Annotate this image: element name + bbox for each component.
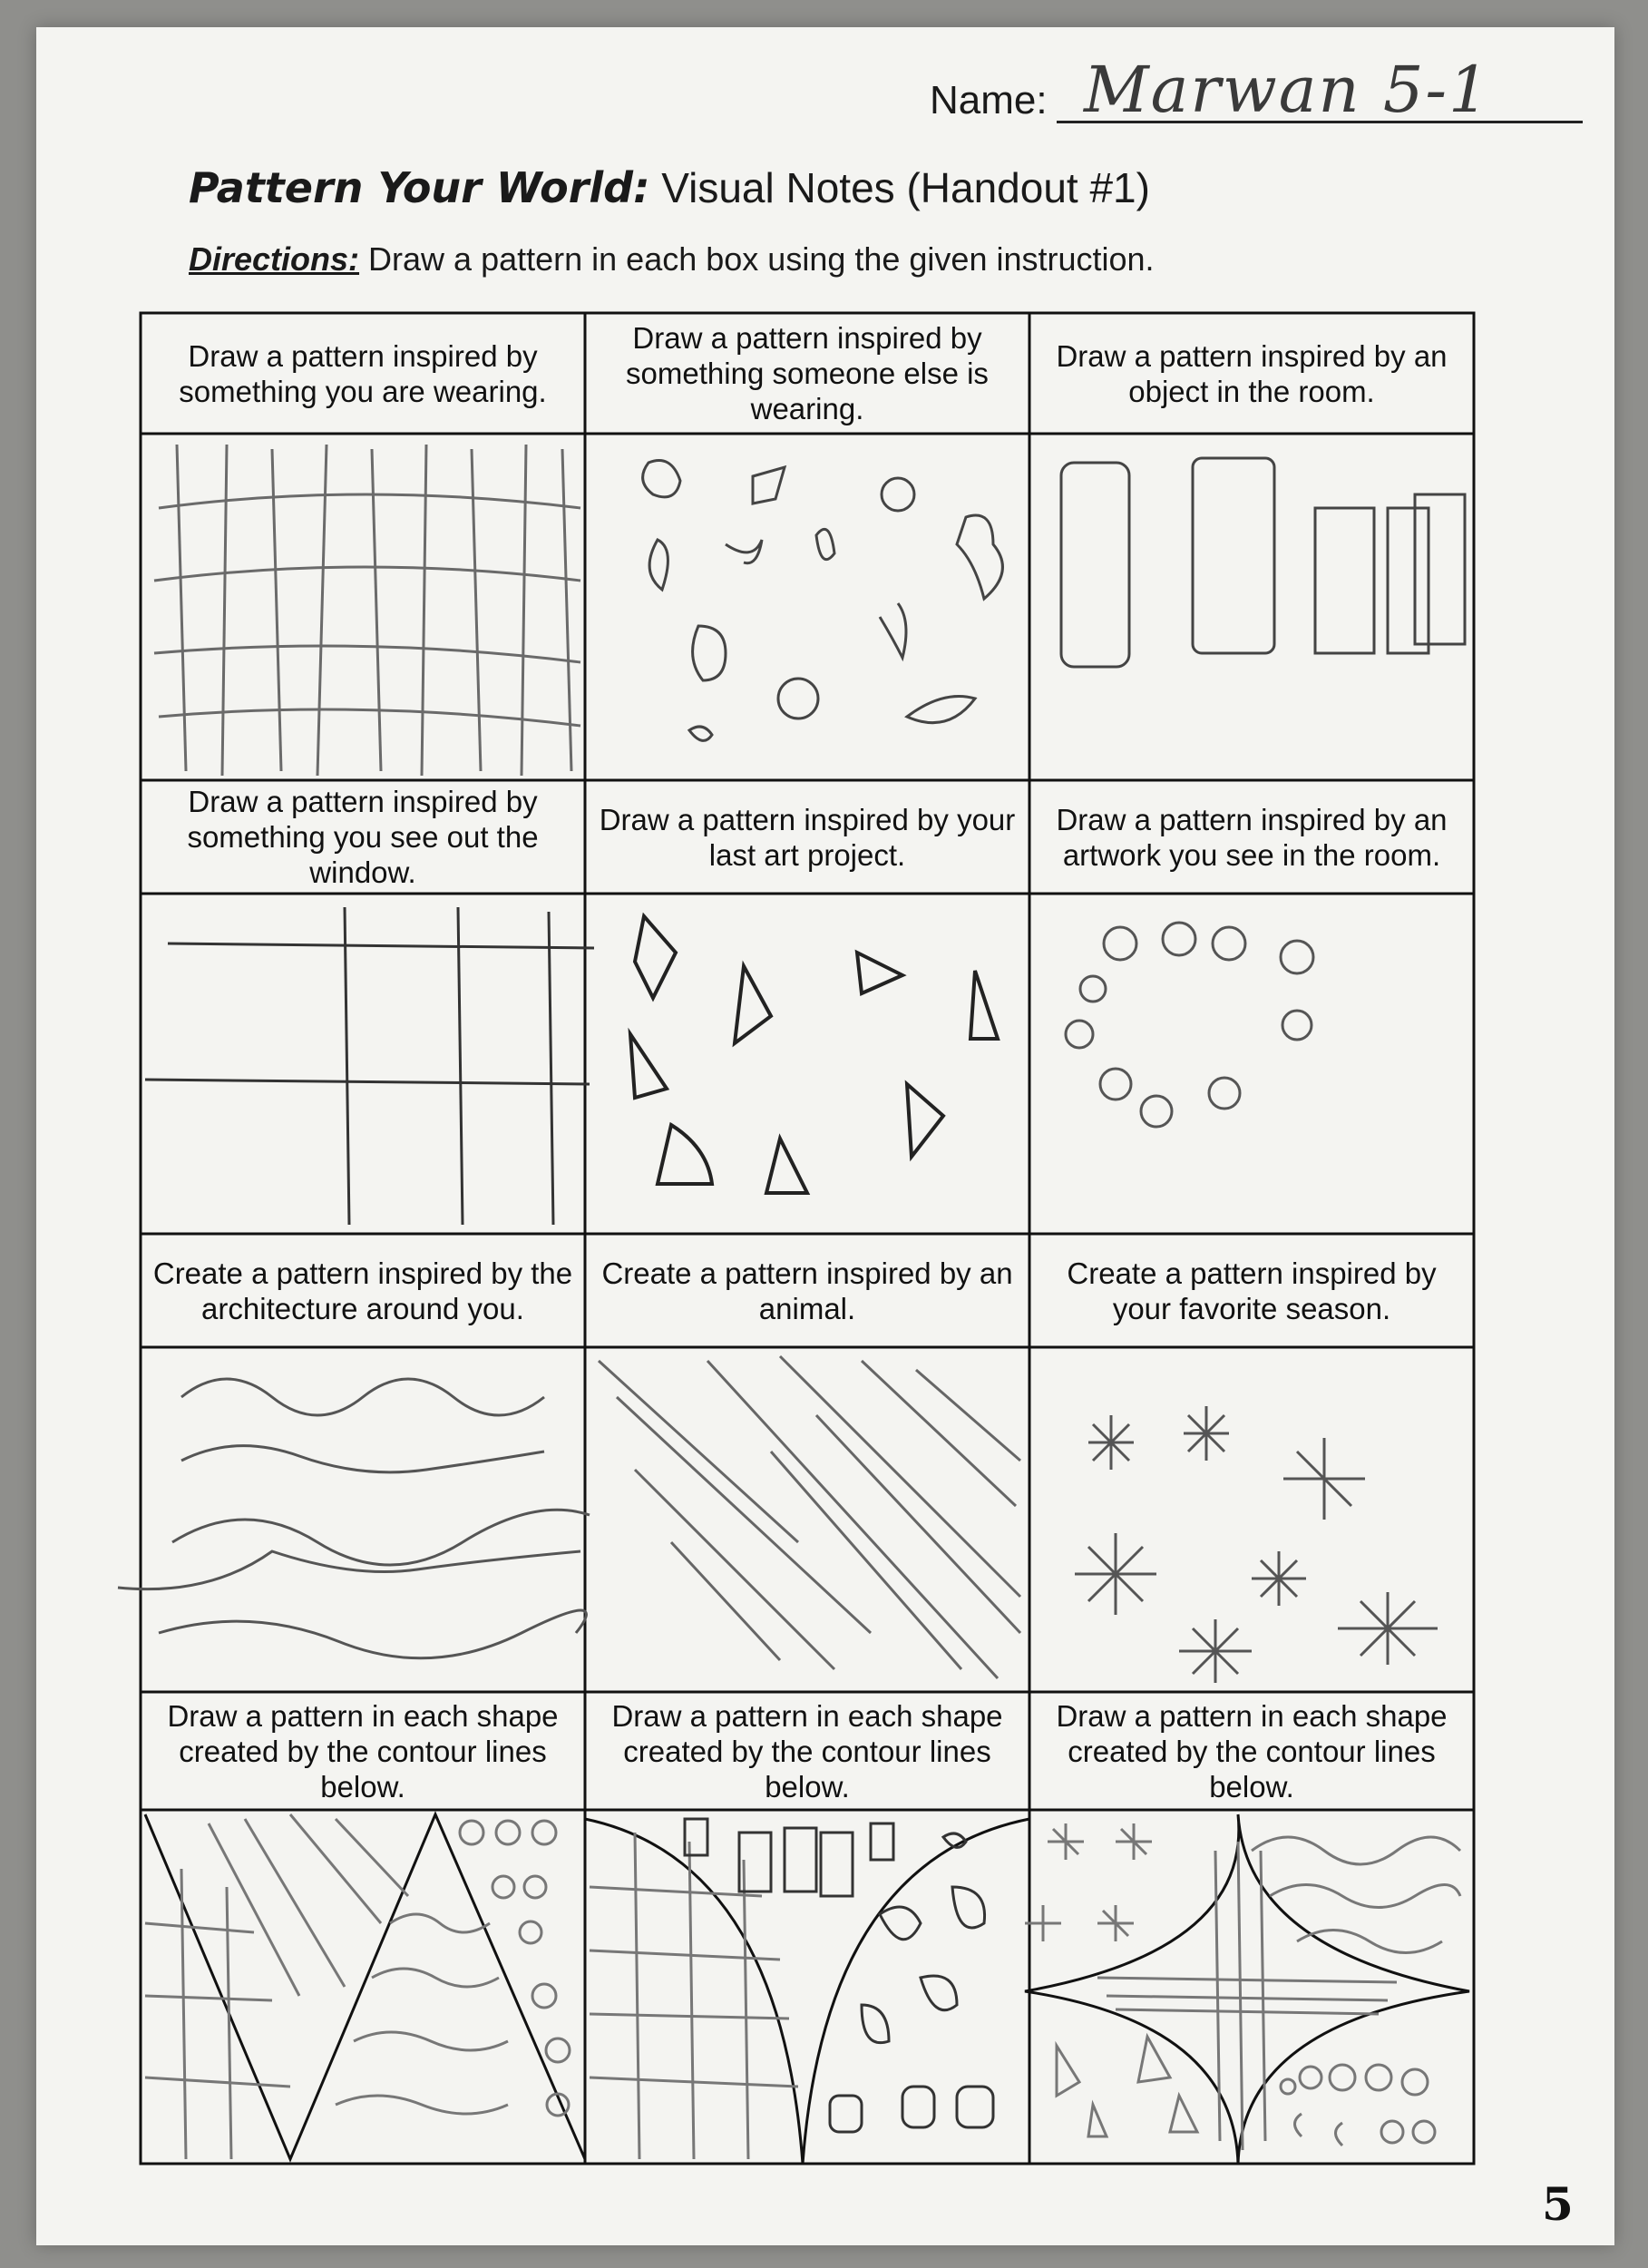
contour-2-fill <box>590 1833 798 2159</box>
drawing-snowflakes <box>1075 1406 1438 1683</box>
cell-label-contour-2: Draw a pattern in each shape created by the contour lines below. <box>611 1698 1003 1804</box>
drawing-circles <box>1066 923 1313 1127</box>
name-label: Name: <box>930 78 1048 122</box>
name-handwritten: Marwan 5-1 <box>1084 53 1491 127</box>
page-number: 5 <box>1542 2177 1574 2231</box>
drawing-waves <box>118 1379 590 1658</box>
drawing-triangles <box>630 916 998 1193</box>
cell-label-object-room: Draw a pattern inspired by an object in the room. <box>1056 338 1448 408</box>
cell-label-wearing: Draw a pattern inspired by something you are wearing. <box>179 338 547 408</box>
drawing-stripes-diagonal <box>599 1356 1020 1678</box>
title-rest: Visual Notes (Handout #1) <box>649 164 1150 211</box>
cell-label-last-art: Draw a pattern inspired by your last art project. <box>599 802 1016 872</box>
contour-1-fill <box>145 1814 570 2159</box>
cell-label-architecture: Create a pattern inspired by the architecture around you. <box>152 1256 573 1325</box>
title-brand: Pattern Your World: <box>189 163 650 212</box>
drawing-blobs <box>643 461 1003 741</box>
contour-lines-2 <box>585 1819 1029 2164</box>
drawing-window-grid <box>145 907 594 1225</box>
cell-label-artwork-room: Draw a pattern inspired by an artwork you see in the room. <box>1056 802 1448 872</box>
cell-label-someone-wearing: Draw a pattern inspired by something someone else is wearing. <box>626 321 989 425</box>
cell-label-season: Create a pattern inspired by your favorite season. <box>1067 1256 1437 1325</box>
directions-lead: Directions: <box>189 240 360 278</box>
drawing-clothing-stripes <box>154 445 580 776</box>
cell-label-contour-1: Draw a pattern in each shape created by the contour lines below. <box>167 1698 559 1804</box>
contour-lines-1 <box>145 1814 585 2159</box>
contour-3-fill <box>1025 1823 1460 2150</box>
drawing-rectangles <box>1061 458 1465 667</box>
cell-label-contour-3: Draw a pattern in each shape created by the contour lines below. <box>1056 1698 1448 1804</box>
cell-label-window: Draw a pattern inspired by something you see out the window. <box>187 785 539 889</box>
directions-text: Draw a pattern in each box using the given instruction. <box>359 240 1155 278</box>
cell-label-animal: Create a pattern inspired by an animal. <box>601 1256 1013 1325</box>
